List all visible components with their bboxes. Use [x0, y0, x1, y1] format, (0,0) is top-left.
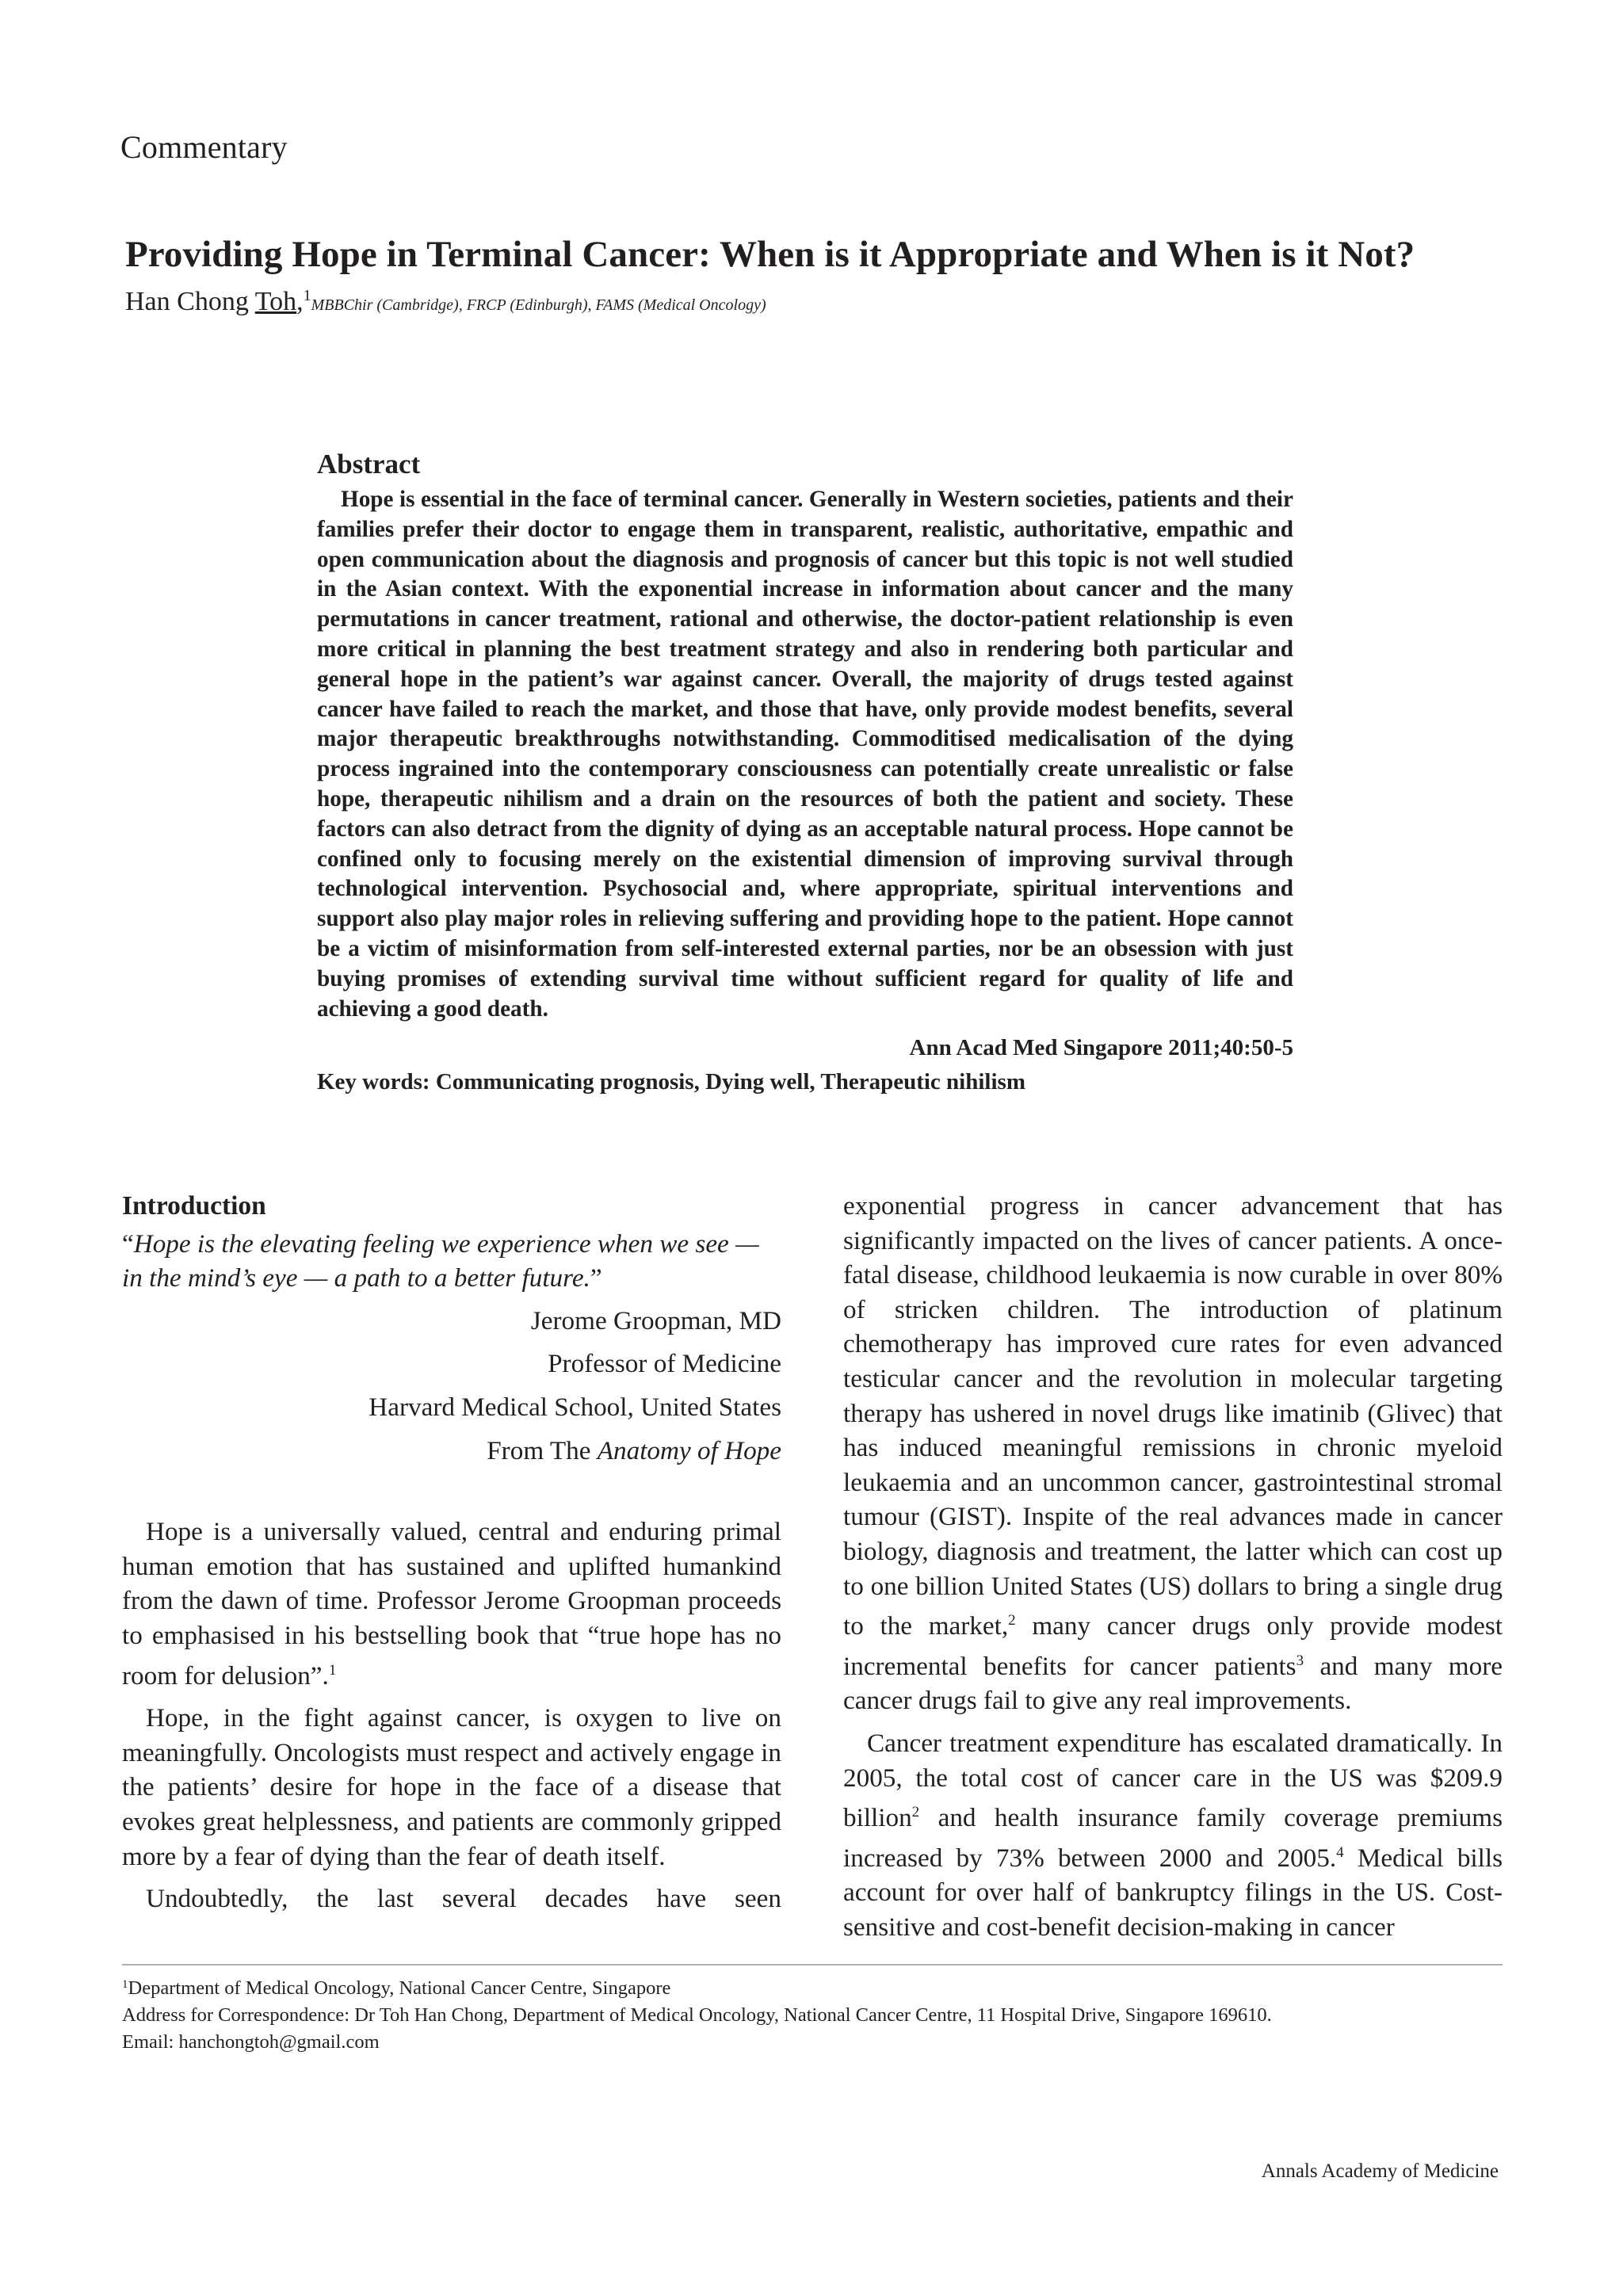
footnote-divider — [122, 1964, 1503, 1966]
body-paragraph-3: Undoubtedly, the last several decades have seen — [146, 1884, 781, 1914]
abstract-heading: Abstract — [317, 449, 421, 479]
footnote-correspondence: Address for Correspondence: Dr Toh Han Chong, Department of Medical Oncology, National Cancer Centre, 11 Hospital Drive, Singapore 169610. — [122, 2004, 1272, 2026]
abstract-body: Hope is essential in the face of terminal cancer. Generally in Western societies, patients and their families prefer their doctor to engage them in transparent, realistic, authoritative, empathic and open communication about the diagnosis and prognosis of cancer but this topic is not well studied in the Asian context. With the exponential increase in information about cancer and the many permutations in cancer treatment, rational and otherwise, the doctor-patient relationship is even more critical in planning the best treatment strategy and also in rendering both particular and general hope in the patient’s war against cancer. Overall, the majority of drugs tested against cancer have failed to reach the market, and those that have, only provide modest benefits, several major therapeutic breakthroughs notwithstanding. Commoditised medicalisation of the dying process ingrained into the contemporary consciousness can potentially create unrealistic or false hope, therapeutic nihilism and a drain on the resources of both the patient and society. These factors can also detract from the dignity of dying as an acceptable natural process. Hope cannot be confined only to focusing merely on the existential dimension of improving survival through technological intervention. Psychosocial and, where appropriate, spiritual interventions and support also play major roles in relieving suffering and providing hope to the patient. Hope cannot be a victim of misinformation from self-interested external parties, nor be an obsession with just buying promises of extending survival time without sufficient regard for quality of life and achieving a good death. — [317, 487, 1293, 1022]
keywords: Key words: Communicating prognosis, Dying well, Therapeutic nihilism — [317, 1069, 1025, 1095]
epigraph-quote — [122, 1227, 781, 1296]
footnote-email: Email: hanchongtoh@gmail.com — [122, 2031, 380, 2053]
paragraph-4-text-c: Medical bills account for over half of bankruptcy filings in the US. Cost-sensitive and cost-benefit decision-making in cancer — [843, 1843, 1503, 1942]
reference-marker: 2 — [1008, 1612, 1016, 1629]
author-given-name: Han Chong — [125, 287, 249, 316]
paragraph-4-text-a: Cancer treatment expenditure has escalated dramatically. In 2005, the total cost of cancer care in the US was $209.9 billion — [843, 1728, 1503, 1833]
introduction-heading: Introduction — [122, 1191, 266, 1221]
author-line: Han Chong Toh,$^1$MBBChir (Cambridge), FRCP (Edinburgh), FAMS (Medical Oncology) — [125, 287, 766, 316]
footnotes — [122, 1971, 1517, 2056]
attribution-source-title: Anatomy of Hope — [597, 1435, 781, 1465]
body-paragraph-3-continued — [843, 1189, 1503, 1718]
running-footer-journal: Annals Academy of Medicine — [1261, 2160, 1499, 2182]
article-title: Providing Hope in Terminal Cancer: When is it Appropriate and When is it Not? — [125, 234, 1415, 275]
reference-marker: 2 — [911, 1804, 920, 1821]
author-surname: Toh — [254, 287, 297, 316]
attribution-source-prefix: From The — [487, 1435, 598, 1465]
reference-marker: 4 — [1336, 1843, 1344, 1861]
affiliation-text: Department of Medical Oncology, National Cancer Centre, Singapore — [128, 1977, 671, 1999]
body-paragraph-4 — [843, 1726, 1503, 1945]
attribution-name: Jerome Groopman, MD — [530, 1305, 781, 1335]
section-label: Commentary — [120, 129, 288, 165]
author-credentials: MBBChir (Cambridge), FRCP (Edinburgh), FAMS (Medical Oncology) — [311, 296, 766, 314]
journal-citation: Ann Acad Med Singapore 2011;40:50-5 — [909, 1035, 1293, 1061]
quote-close-mark: ” — [590, 1263, 602, 1293]
paragraph-4-text-b: and health insurance family coverage premiums increased by 73% between 2000 and 2005. — [843, 1803, 1503, 1873]
author-affiliation-mark: 1 — [303, 287, 311, 304]
attribution-source — [122, 1434, 781, 1469]
abstract — [317, 449, 1293, 1095]
footnote-affiliation — [122, 1971, 1517, 2002]
epigraph-attribution — [122, 1304, 781, 1468]
attribution-organization: Harvard Medical School, United States — [369, 1392, 781, 1422]
paragraph-3-continued-text-c: and many more cancer drugs fail to give any real improvements. — [843, 1651, 1503, 1716]
body-paragraph-2: Hope, in the fight against cancer, is oxygen to live on meaningfully. Oncologists must respect and actively engage in the patients’ desire for hope in the face of a disease that evokes great helplessness, and patients are commonly gripped more by a fear of dying than the fear of death itself. — [122, 1703, 781, 1871]
paragraph-3-continued-text-b: many cancer drugs only provide modest incremental benefits for cancer patients — [843, 1611, 1503, 1681]
body-column-left — [122, 1189, 781, 1924]
body-paragraph-1 — [122, 1515, 781, 1693]
paragraph-1-text: Hope is a universally valued, central and enduring primal human emotion that has sustained and uplifted humankind from the dawn of time. Professor Jerome Groopman proceeds to emphasised in his bestselling book that “true hope has no room for delusion”. — [122, 1517, 781, 1690]
quote-open-mark: “ — [122, 1228, 134, 1259]
body-column-right — [843, 1189, 1503, 1952]
quote-text: Hope is the elevating feeling we experience when we see — in the mind’s eye — a path to a better future. — [122, 1228, 759, 1293]
reference-marker: 1 — [328, 1661, 337, 1679]
affiliation-mark: 1 — [122, 1978, 128, 1991]
paragraph-3-continued-text-a: exponential progress in cancer advancement that has significantly impacted on the lives of cancer patients. A once-fatal disease, childhood leukaemia is now curable in over 80% of stricken children. The introduction of platinum chemotherapy has improved cure rates for even advanced testicular cancer and the revolution in molecular targeting therapy has ushered in novel drugs like imatinib (Glivec) that has induced meaningful remissions in chronic myeloid leukaemia and an uncommon cancer, gastrointestinal stromal tumour (GIST). Inspite of the real advances made in cancer biology, diagnosis and treatment, the latter which can cost up to one billion United States (US) dollars to bring a single drug to the market, — [843, 1191, 1503, 1641]
attribution-title: Professor of Medicine — [548, 1349, 781, 1379]
reference-marker: 3 — [1296, 1652, 1304, 1669]
